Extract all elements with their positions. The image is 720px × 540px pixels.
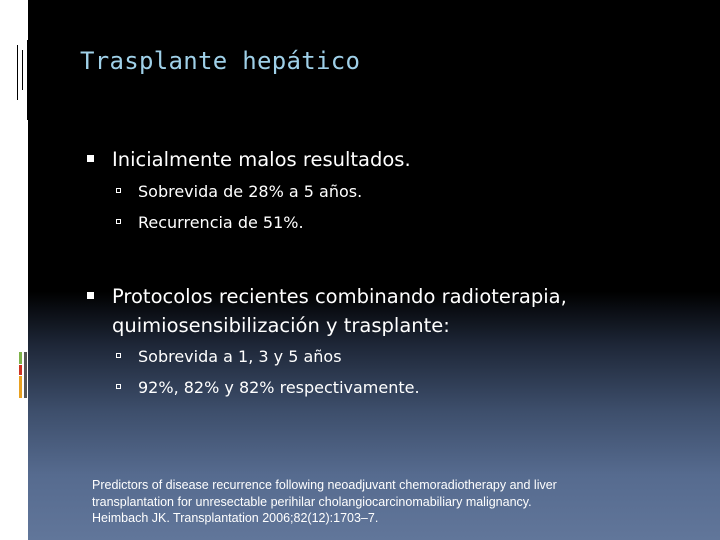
square-bullet-icon [87, 155, 94, 162]
hollow-square-bullet-icon [116, 384, 121, 389]
decor-bar [24, 352, 27, 398]
decor-bar-red [19, 365, 22, 375]
sub-bullet-text: Sobrevida a 1, 3 y 5 años [138, 347, 342, 366]
reference-line: Heimbach JK. Transplantation 2006;82(12):1703–7. [92, 511, 379, 525]
decor-bar [17, 45, 18, 100]
bullet-item [112, 145, 411, 174]
square-bullet-icon [87, 292, 94, 299]
slide-title: Trasplante hepático [80, 47, 361, 75]
bullet-text-line: Protocolos recientes combinando radioterapia, [112, 285, 567, 308]
decor-bar [22, 50, 23, 90]
hollow-square-bullet-icon [116, 219, 121, 224]
bullet-item [112, 282, 567, 340]
bullet-text: Inicialmente malos resultados. [112, 148, 411, 171]
sub-bullet-item [138, 346, 342, 368]
sub-bullet-item [138, 212, 304, 234]
hollow-square-bullet-icon [116, 353, 121, 358]
decor-bar-green [19, 352, 22, 364]
hollow-square-bullet-icon [116, 188, 121, 193]
reference-citation [92, 477, 692, 527]
decor-bar [24, 18, 26, 88]
sub-bullet-item [138, 181, 362, 203]
reference-line: transplantation for unresectable perihilar cholangiocarcinomabiliary malignancy. [92, 494, 532, 509]
sub-bullet-text: Sobrevida de 28% a 5 años. [138, 182, 363, 201]
decor-bar [27, 40, 30, 120]
sub-bullet-text: 92%, 82% y 82% respectivamente. [138, 378, 420, 397]
decor-bar-orange [19, 376, 22, 398]
bullet-text-line: quimiosensibilización y trasplante: [112, 314, 450, 337]
sub-bullet-text: Recurrencia de 51%. [138, 213, 304, 232]
sub-bullet-item [138, 377, 420, 399]
reference-line: Predictors of disease recurrence following neoadjuvant chemoradiotherapy and liver [92, 478, 557, 492]
